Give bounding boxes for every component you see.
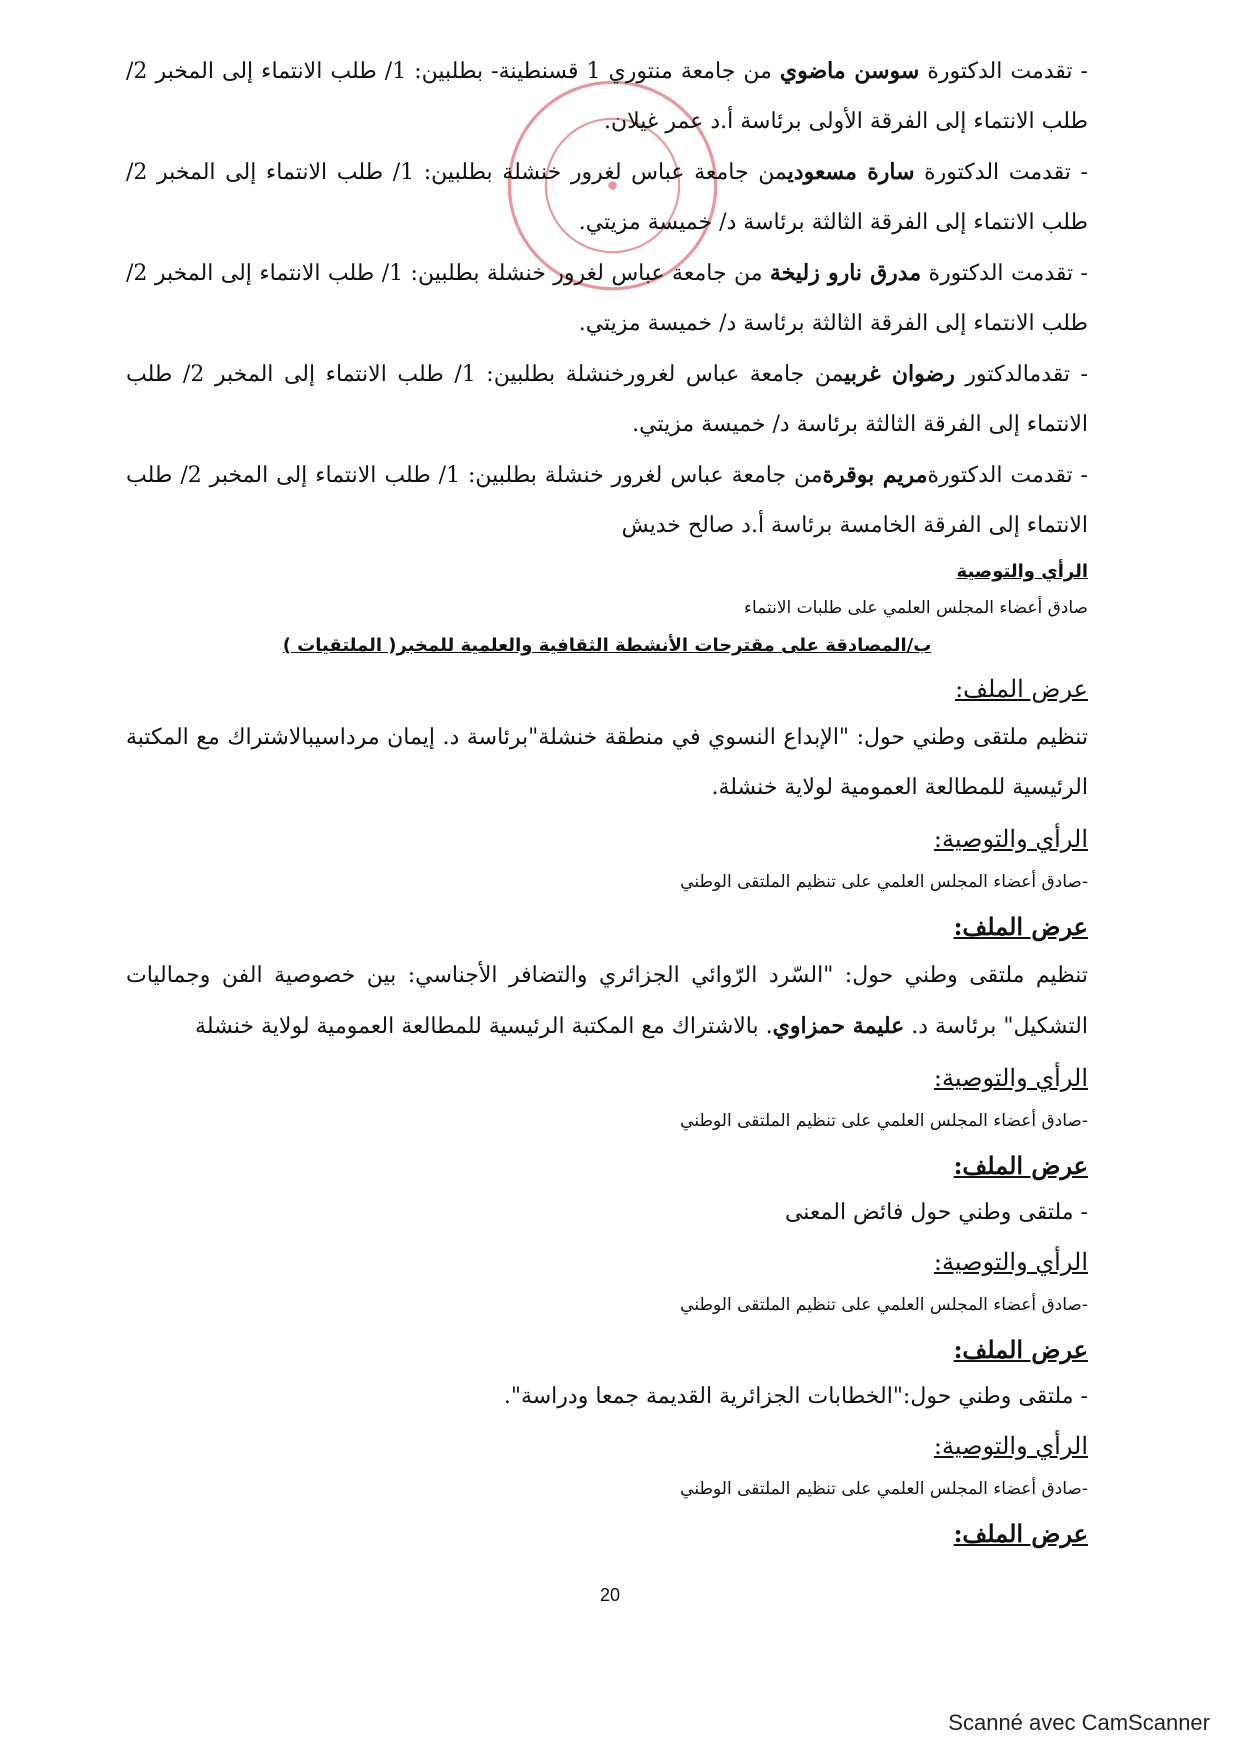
- section-b-heading: ب/المصادقة على مقترحات الأنشطة الثقافية والعلمية للمخبر( الملتقيات ): [282, 635, 932, 656]
- opinion-text: صادق أعضاء المجلس العلمي على طلبات الانتماء: [743, 598, 1088, 618]
- recommendation-heading: الرأي والتوصية:: [933, 1248, 1088, 1276]
- applicant-name: مريم بوقرة: [822, 462, 928, 488]
- page-number: 20: [599, 1585, 621, 1605]
- membership-paragraph-3: - تقدمت الدكتورة مدرق نارو زليخة من جامعة عباس لغرور خنشلة بطلبين: 1/ طلب الانتماء إلى المخبر 2/ طلب الانتماء إلى الفرقة الثالثة برئاسة د/ خميسة مزيتي.: [126, 260, 1088, 336]
- file-text-1: تنظيم ملتقى وطني حول: "الإبداع النسوي في منطقة خنشلة"برئاسة د. إيمان مرداسيبالاشتراك مع المكتبة الرئيسية للمطالعة العمومية لولاية خنشلة.: [126, 725, 1088, 800]
- applicant-name: سارة مسعودي: [787, 159, 915, 185]
- organizer-name: عليمة حمزاوي: [772, 1013, 905, 1039]
- opinion-heading: الرأي والتوصية: [956, 561, 1088, 582]
- recommendation-heading: الرأي والتوصية:: [933, 1064, 1088, 1092]
- file-text-3: - ملتقى وطني حول فائض المعنى: [784, 1200, 1088, 1225]
- recommendation-text: -صادق أعضاء المجلس العلمي على تنظيم الملتقى الوطني: [680, 1479, 1088, 1499]
- file-text-4: - ملتقى وطني حول:"الخطابات الجزائرية القديمة جمعا ودراسة".: [503, 1384, 1088, 1409]
- recommendation-text: -صادق أعضاء المجلس العلمي على تنظيم الملتقى الوطني: [680, 1111, 1088, 1131]
- file-heading: عرض الملف:: [953, 912, 1088, 941]
- recommendation-heading: الرأي والتوصية:: [933, 825, 1088, 853]
- recommendation-text: -صادق أعضاء المجلس العلمي على تنظيم الملتقى الوطني: [680, 872, 1088, 892]
- applicant-name: مدرق نارو زليخة: [769, 260, 922, 286]
- membership-paragraph-2: - تقدمت الدكتورة سارة مسعوديمن جامعة عباس لغرور خنشلة بطلبين: 1/ طلب الانتماء إلى المخبر 2/ طلب الانتماء إلى الفرقة الثالثة برئاسة د/ خميسة مزيتي.: [126, 159, 1088, 235]
- file-heading: عرض الملف:: [953, 1151, 1088, 1180]
- scanner-watermark: Scanné avec CamScanner: [948, 1710, 1210, 1735]
- file-heading: عرض الملف:: [953, 1519, 1088, 1548]
- applicant-name: رضوان غربي: [844, 361, 955, 387]
- file-heading: عرض الملف:: [953, 1335, 1088, 1364]
- recommendation-heading: الرأي والتوصية:: [933, 1432, 1088, 1460]
- file-text-2: تنظيم ملتقى وطني حول: "السّرد الرّوائي الجزائري والتضافر الأجناسي: بين خصوصية الفن وجماليات التشكيل" برئاسة د. عليمة حمزاوي. بالاشتراك مع المكتبة الرئيسية للمطالعة العمومية لولاية خنشلة: [126, 963, 1088, 1039]
- document-body: [126, 46, 1088, 1558]
- file-heading: عرض الملف:: [955, 675, 1088, 703]
- membership-paragraph-1: - تقدمت الدكتورة سوسن ماضوي من جامعة منتوري 1 قسنطينة- بطلبين: 1/ طلب الانتماء إلى المخبر 2/ طلب الانتماء إلى الفرقة الأولى برئاسة أ.د عمر غيلان.: [126, 58, 1088, 134]
- membership-paragraph-4: - تقدمالدكتور رضوان غربيمن جامعة عباس لغرورخنشلة بطلبين: 1/ طلب الانتماء إلى المخبر 2/ طلب الانتماء إلى الفرقة الثالثة برئاسة د/ خميسة مزيتي.: [126, 361, 1088, 437]
- applicant-name: سوسن ماضوي: [779, 58, 920, 84]
- recommendation-text: -صادق أعضاء المجلس العلمي على تنظيم الملتقى الوطني: [680, 1295, 1088, 1315]
- membership-paragraph-5: - تقدمت الدكتورةمريم بوقرةمن جامعة عباس لغرور خنشلة بطلبين: 1/ طلب الانتماء إلى المخبر 2/ طلب الانتماء إلى الفرقة الخامسة برئاسة أ.د صالح خديش: [126, 462, 1088, 538]
